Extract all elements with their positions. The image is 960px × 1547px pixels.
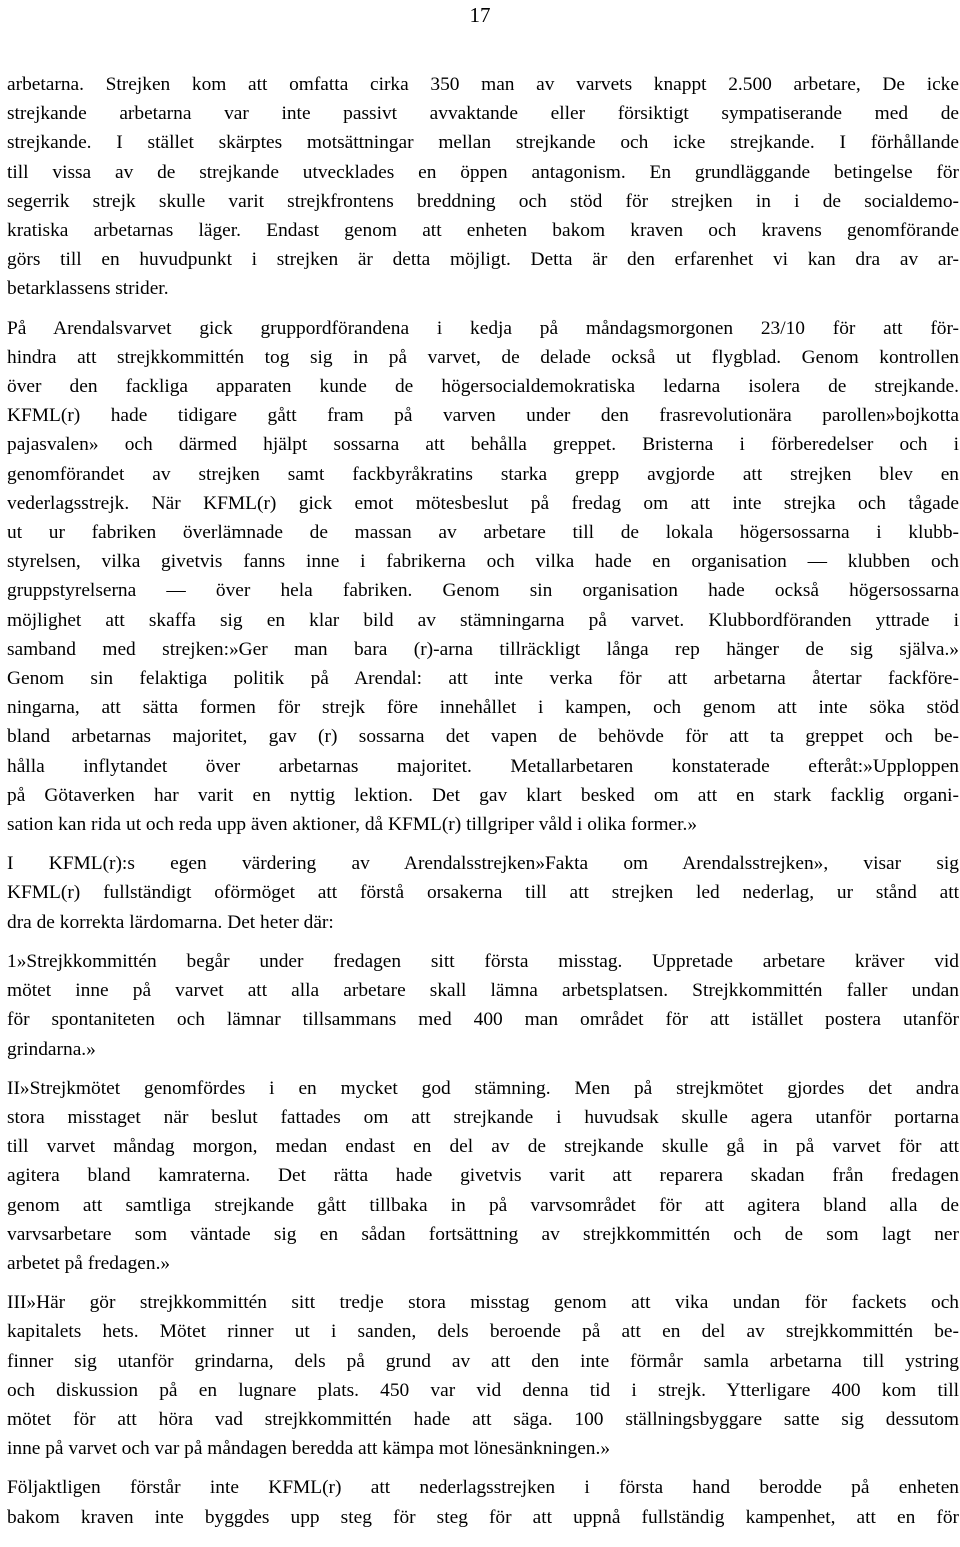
text-line: Följaktligen förstår inte KFML(r) att nederlagsstrejken i första hand berodde på enheten <box>7 1477 959 1499</box>
text-line: hålla inflytandet över arbetarnas majoritet. Metallarbetaren konstaterade efteråt:»Upploppen <box>7 755 959 777</box>
text-line: På Arendalsvarvet gick gruppordförandena i kedja på måndagsmorgonen 23/10 för att för- <box>7 317 959 339</box>
text-line: kapitalets hets. Mötet rinner ut i sanden, dels beroende på att en del av strejkkommittén be- <box>7 1321 959 1343</box>
text-line: III»Här gör strejkkommittén sitt tredje stora misstag genom att vika undan för fackets och <box>7 1292 959 1314</box>
page-number: 17 <box>469 3 491 27</box>
text-line: dra de korrekta lärdomarna. Det heter där: <box>7 911 334 933</box>
text-line: till vissa av de strejkande utvecklades en öppen antagonism. En grundläggande betingelse för <box>7 161 959 183</box>
text-line: arbetet på fredagen.» <box>7 1252 171 1274</box>
text-line: ningarna, att sätta formen för strejk före innehållet i kampen, och genom att inte söka stöd <box>7 697 959 719</box>
text-line: möjlighet att skaffa sig en klar bild av stämningarna på varvet. Klubbordföranden yttrade i <box>7 609 959 631</box>
text-line: bakom kraven inte byggdes upp steg för steg för att uppnå fullständig kampenhet, att en för <box>7 1506 959 1528</box>
text-line: pajasvalen» och därmed hjälpt sossarna att behålla greppet. Bristerna i förberedelser och i <box>7 434 959 456</box>
text-line: till varvet måndag morgon, medan endast en del av de strejkande skulle gå in på varvet för att <box>7 1136 959 1158</box>
text-line: 1»Strejkkommittén begår under fredagen sitt första misstag. Uppretade arbetare kräver vid <box>7 950 959 972</box>
text-line: KFML(r) hade tidigare gått fram på varven under den frasrevolutionära parollen»bojkotta <box>7 405 959 427</box>
text-line: sation kan rida ut och reda upp även aktioner, då KFML(r) tillgriper våld i olika former.» <box>7 814 698 836</box>
text-line: över den fackliga apparaten kunde de högersocialdemokratiska ledarna isolera de strejkande. <box>7 376 959 398</box>
text-line: arbetarna. Strejken kom att omfatta cirka 350 man av varvets knappt 2.500 arbetare, De icke <box>7 74 959 95</box>
text-line: styrelsen, vilka givetvis fanns inne i fabrikerna och vilka hade en organisation — klubben och <box>7 551 959 573</box>
text-line: för spontaniteten och lämnar tillsammans med 400 man området för att istället postera utanför <box>7 1009 959 1031</box>
text-line: kratiska arbetarnas läger. Endast genom att enheten bakom kraven och kravens genomförande <box>7 220 959 242</box>
text-line: segerrik strejk skulle varit strejkfrontens breddning och stöd för strejken in i de socialdemo- <box>7 190 959 212</box>
paragraph-3 <box>7 849 959 937</box>
paragraph-5 <box>7 1074 959 1278</box>
text-line: I KFML(r):s egen värdering av Arendalsstrejken»Fakta om Arendalsstrejken», visar sig <box>7 853 959 875</box>
text-line: agitera bland kamraterna. Det rätta hade givetvis varit att reparera skadan från fredagen <box>7 1165 959 1187</box>
text-line: genom att samtliga strejkande gått tillbaka in på varvsområdet för att agitera bland alla de <box>7 1194 959 1216</box>
text-body <box>7 70 959 1532</box>
paragraph-7 <box>7 1473 959 1531</box>
text-line: strejkande arbetarna var inte passivt avvaktande eller försiktigt sympatiserande med de <box>7 103 959 125</box>
text-line: hindra att strejkkommittén tog sig in på varvet, de delade också ut flygblad. Genom kontrollen <box>7 346 959 368</box>
paragraph-2 <box>7 314 959 840</box>
text-line: stora misstaget när beslut fattades om att strejkande i huvudsak skulle agera utanför portarna <box>7 1106 959 1128</box>
text-line: strejkande. I stället skärptes motsättningar mellan strejkande och icke strejkande. I förhållande <box>7 132 959 154</box>
paragraph-1 <box>7 70 959 304</box>
text-line: och diskussion på en lugnare plats. 450 var vid denna tid i strejk. Ytterligare 400 kom till <box>7 1379 959 1401</box>
paragraph-6 <box>7 1288 959 1463</box>
text-line: II»Strejkmötet genomfördes i en mycket god stämning. Men på strejkmötet gjordes det andra <box>7 1077 959 1099</box>
text-line: grindarna.» <box>7 1038 96 1060</box>
text-line: betarklassens strider. <box>7 278 169 300</box>
text-line: Genom sin felaktiga politik på Arendal: att inte verka för att arbetarna återtar fackföre- <box>7 668 959 690</box>
text-line: genomförandet av strejken samt fackbyråkratins starka grepp avgjorde att strejken blev en <box>7 463 959 485</box>
text-line: görs till en huvudpunkt i strejken är detta möjligt. Detta är den erfarenhet vi kan dra av ar- <box>7 249 959 271</box>
text-line: finner sig utanför grindarna, dels på grund av att den inte förmår samla arbetarna till ystring <box>7 1350 959 1372</box>
text-line: ut ur fabriken överlämnade de massan av arbetare till de lokala högersossarna i klubb- <box>7 522 959 544</box>
text-line: inne på varvet och var på måndagen beredda att kämpa mot lönesänkningen.» <box>7 1438 611 1460</box>
paragraph-4 <box>7 947 959 1064</box>
text-line: samband med strejken:»Ger man bara (r)-arna tillräckligt långa rep hänger de sig själva.» <box>7 638 959 660</box>
text-line: varvsarbetare som väntade sig en sådan fortsättning av strejkkommittén och de som lagt ner <box>7 1223 959 1245</box>
text-line: på Götaverken har varit en nyttig lektion. Det gav klart besked om att en stark facklig organi- <box>7 784 959 806</box>
text-line: KFML(r) fullständigt oförmöget att förstå orsakerna till att strejken led nederlag, ur stånd att <box>7 882 959 904</box>
text-line: vederlagsstrejk. När KFML(r) gick emot mötesbeslut på fredag om att inte strejka och tågade <box>7 492 959 514</box>
text-line: bland arbetarnas majoritet, gav (r) sossarna det vapen de behövde för att ta greppet och be- <box>7 726 959 748</box>
text-line: mötet inne på varvet att alla arbetare skall lämna arbetsplatsen. Strejkkommittén faller undan <box>7 980 959 1002</box>
text-line: gruppstyrelserna — över hela fabriken. Genom sin organisation hade också högersossarna <box>7 580 959 602</box>
text-line: mötet för att höra vad strejkkommittén hade att säga. 100 ställningsbyggare satte sig dessutom <box>7 1408 959 1430</box>
